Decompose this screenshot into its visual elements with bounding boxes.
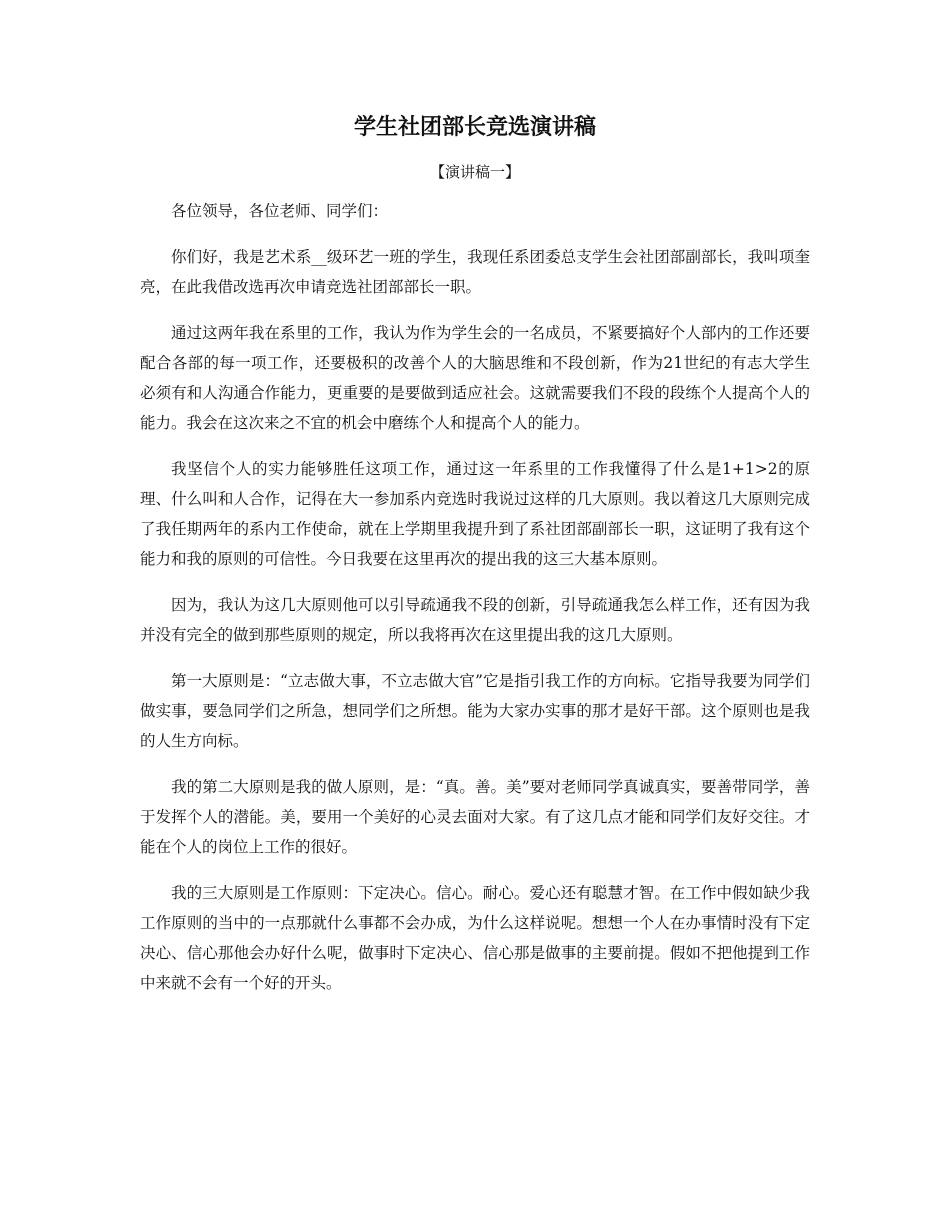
paragraph-reason: 因为，我认为这几大原则他可以引导疏通我不段的创新，引导疏通我怎么样工作，还有因为我并没有完全的做到那些原则的规定，所以我将再次在这里提出我的这几大原则。 <box>140 596 810 644</box>
paragraph-greeting: 各位领导，各位老师、同学们： <box>171 202 389 220</box>
paragraph-second-principle: 我的第二大原则是我的做人原则，是：“真。善。美”要对老师同学真诚真实，要善带同学，善于发挥个人的潜能。美，要用一个美好的心灵去面对大家。有了这几点才能和同学们友好交往。才能在个人的岗位上工作的很好。 <box>140 778 810 856</box>
paragraph-confidence: 我坚信个人的实力能够胜任这项工作，通过这一年系里的工作我懂得了什么是1+1>2的原理、什么叫和人合作，记得在大一参加系内竞选时我说过这样的几大原则。我以着这几大原则完成了我任期两年的系内工作使命，就在上学期里我提升到了系社团部副部长一职，这证明了我有这个能力和我的原则的可信性。今日我要在这里再次的提出我的这三大基本原则。 <box>140 460 810 568</box>
paragraph-third-principle: 我的三大原则是工作原则：下定决心。信心。耐心。爱心还有聪慧才智。在工作中假如缺少我工作原则的当中的一点那就什么事都不会办成，为什么这样说呢。想想一个人在办事情时没有下定决心、信心那他会办好什么呢，做事时下定决心、信心那是做事的主要前提。假如不把他提到工作中来就不会有一个好的开头。 <box>140 884 810 992</box>
paragraph-work-experience: 通过这两年我在系里的工作，我认为作为学生会的一名成员，不紧要搞好个人部内的工作还要配合各部的每一项工作，还要极积的改善个人的大脑思维和不段创新，作为21世纪的有志大学生必须有和人沟通合作能力，更重要的是要做到适应社会。这就需要我们不段的段练个人提高个人的能力。我会在这次来之不宜的机会中磨练个人和提高个人的能力。 <box>140 324 810 432</box>
document-title: 学生社团部长竞选演讲稿 <box>353 115 596 140</box>
paragraph-first-principle: 第一大原则是：“立志做大事，不立志做大官”它是指引我工作的方向标。它指导我要为同学们做实事，要急同学们之所急，想同学们之所想。能为大家办实事的那才是好干部。这个原则也是我的人生方向标。 <box>140 672 810 750</box>
paragraph-introduction: 你们好，我是艺术系__级环艺一班的学生，我现任系团委总支学生会社团部副部长，我叫项奎亮，在此我借改选再次申请竞选社团部部长一职。 <box>140 248 810 296</box>
document-subtitle: 【演讲稿一】 <box>429 163 520 181</box>
document-body <box>140 196 810 1014</box>
